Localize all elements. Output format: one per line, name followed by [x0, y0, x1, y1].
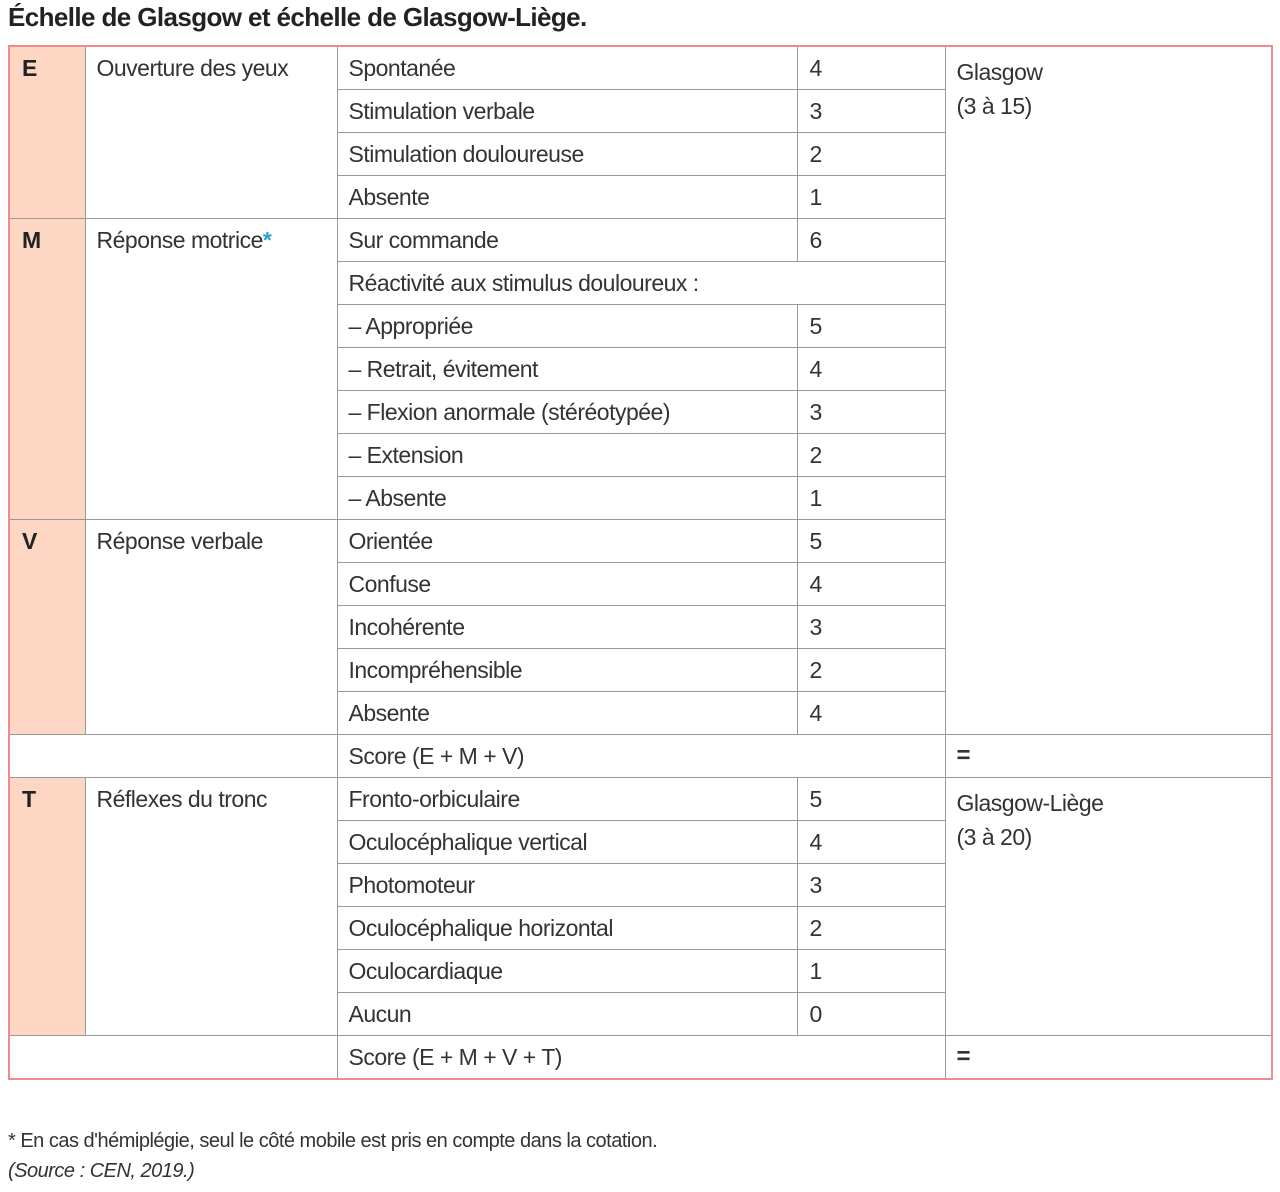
source-citation: (Source : CEN, 2019.)	[8, 1160, 195, 1182]
scale-name: Glasgow-Liège	[956, 790, 1104, 816]
section-letter-t: T	[9, 778, 85, 1036]
category-verbal: Réponse verbale	[85, 520, 337, 735]
response-points: 2	[797, 133, 945, 176]
response-points: 1	[797, 950, 945, 993]
glasgow-table	[8, 45, 1273, 1080]
response-label: – Appropriée	[337, 305, 797, 348]
response-points: 0	[797, 993, 945, 1036]
response-points: 3	[797, 90, 945, 133]
response-points: 3	[797, 606, 945, 649]
section-letter-v: V	[9, 520, 85, 735]
scale-name: Glasgow	[956, 59, 1043, 85]
scale-glasgow-liege	[945, 778, 1272, 1036]
category-label: Réponse motrice	[96, 227, 263, 253]
response-points: 4	[797, 348, 945, 391]
response-label: Aucun	[337, 993, 797, 1036]
response-label: Oculocardiaque	[337, 950, 797, 993]
scale-glasgow	[945, 46, 1272, 735]
footnote: * En cas d'hémiplégie, seul le côté mobile est pris en compte dans la cotation.	[8, 1130, 658, 1152]
table-row	[9, 778, 1272, 821]
response-points: 2	[797, 907, 945, 950]
response-points: 1	[797, 477, 945, 520]
category-eyes: Ouverture des yeux	[85, 46, 337, 219]
response-points: 4	[797, 563, 945, 606]
section-letter-m: M	[9, 219, 85, 520]
response-points: 3	[797, 391, 945, 434]
score-row-emvt	[9, 1036, 1272, 1080]
section-letter-e: E	[9, 46, 85, 219]
response-label: Incompréhensible	[337, 649, 797, 692]
response-subheading: Réactivité aux stimulus douloureux :	[337, 262, 945, 305]
score-row-emv	[9, 735, 1272, 778]
category-motor	[85, 219, 337, 520]
response-label: Absente	[337, 176, 797, 219]
response-label: Fronto-orbiculaire	[337, 778, 797, 821]
response-points: 3	[797, 864, 945, 907]
response-label: – Absente	[337, 477, 797, 520]
response-points: 5	[797, 305, 945, 348]
response-label: Oculocéphalique horizontal	[337, 907, 797, 950]
response-label: Spontanée	[337, 46, 797, 90]
score-value-emv: =	[945, 735, 1272, 778]
response-label: Sur commande	[337, 219, 797, 262]
response-label: Incohérente	[337, 606, 797, 649]
empty-cell	[9, 735, 337, 778]
empty-cell	[9, 1036, 337, 1080]
response-label: Stimulation douloureuse	[337, 133, 797, 176]
table-row	[9, 46, 1272, 90]
response-label: – Retrait, évitement	[337, 348, 797, 391]
response-label: Photomoteur	[337, 864, 797, 907]
response-label: Oculocéphalique vertical	[337, 821, 797, 864]
table-title: Échelle de Glasgow et échelle de Glasgow-Liège.	[8, 2, 587, 32]
response-points: 5	[797, 520, 945, 563]
response-points: 5	[797, 778, 945, 821]
response-points: 6	[797, 219, 945, 262]
scale-range: (3 à 15)	[956, 93, 1032, 119]
scale-range: (3 à 20)	[956, 824, 1032, 850]
asterisk-marker: *	[262, 227, 272, 253]
score-label-emvt: Score (E + M + V + T)	[337, 1036, 945, 1080]
response-points: 4	[797, 821, 945, 864]
response-points: 4	[797, 46, 945, 90]
response-points: 2	[797, 434, 945, 477]
response-label: Absente	[337, 692, 797, 735]
response-label: – Extension	[337, 434, 797, 477]
score-value-emvt: =	[945, 1036, 1272, 1080]
response-points: 4	[797, 692, 945, 735]
response-points: 2	[797, 649, 945, 692]
response-points: 1	[797, 176, 945, 219]
response-label: – Flexion anormale (stéréotypée)	[337, 391, 797, 434]
response-label: Orientée	[337, 520, 797, 563]
category-brainstem: Réflexes du tronc	[85, 778, 337, 1036]
response-label: Stimulation verbale	[337, 90, 797, 133]
score-label-emv: Score (E + M + V)	[337, 735, 945, 778]
response-label: Confuse	[337, 563, 797, 606]
